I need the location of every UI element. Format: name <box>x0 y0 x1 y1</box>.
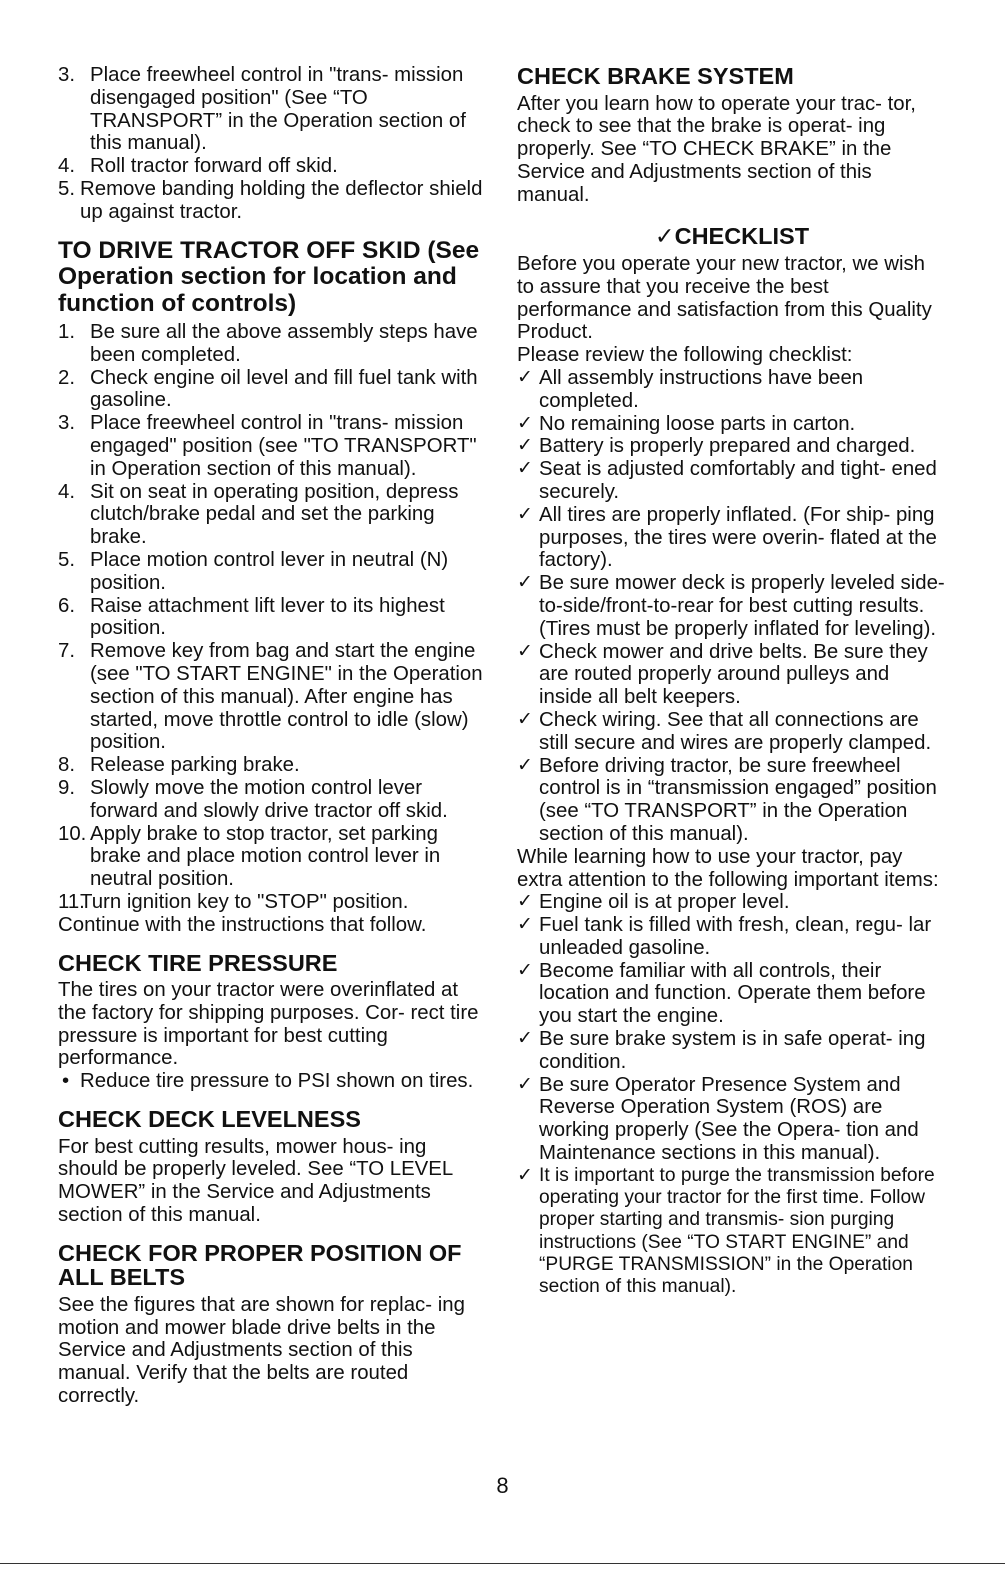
check-icon: ✓ <box>517 914 533 936</box>
checklist-heading: ✓CHECKLIST <box>654 223 810 250</box>
list-item: 8. Release parking brake. <box>58 754 300 777</box>
intro-step-list <box>58 64 488 224</box>
check-icon: ✓ <box>517 503 533 525</box>
checklist-item: ✓ Battery is properly prepared and charged. <box>517 435 916 458</box>
tire-pressure-bullet: • Reduce tire pressure to PSI shown on tires. <box>62 1070 474 1093</box>
checklist-item: ✓ Before driving tractor, be sure freewheel control is in “transmission engaged” position (see “TO TRANSPORT” in the Operation section of this manual). <box>517 754 937 845</box>
list-item: 5. Remove banding holding the deflector shield up against tractor. <box>58 177 483 223</box>
list-item: 3. Place freewheel control in "trans- mission disengaged position" (See “TO TRANSPORT” in the Operation section of this manual). <box>58 64 466 155</box>
check-icon: ✓ <box>517 640 533 662</box>
check-icon: ✓ <box>517 366 533 388</box>
checklist-item: ✓ Become familiar with all controls, their location and function. Operate them before you start the engine. <box>517 959 926 1028</box>
right-column <box>517 64 947 1299</box>
drive-step-list <box>58 321 488 914</box>
checklist-item: ✓ Be sure Operator Presence System and Reverse Operation System (ROS) are working properly (See the Opera- tion and Maintenance sections in this manual). <box>517 1073 919 1165</box>
deck-levelness-heading: CHECK DECK LEVELNESS <box>58 1106 361 1133</box>
checklist-item: ✓ Seat is adjusted comfortably and tight- ened securely. <box>517 458 937 503</box>
list-item: 10. Apply brake to stop tractor, set parking brake and place motion control lever in neutral position. <box>58 822 441 891</box>
list-item: 1. Be sure all the above assembly steps have been completed. <box>58 321 478 366</box>
checklist-intro: Before you operate your new tractor, we wish to assure that you receive the best performance and satisfaction from this Quality Product. <box>517 252 932 344</box>
check-icon: ✓ <box>517 959 533 981</box>
learning-intro: While learning how to use your tractor, pay extra attention to the following important items: <box>517 845 939 891</box>
check-icon: ✓ <box>517 1164 533 1186</box>
learning-checklist <box>517 891 947 1298</box>
checklist-item: ✓ No remaining loose parts in carton. <box>517 412 856 435</box>
check-icon: ✓ <box>517 435 533 457</box>
check-icon: ✓ <box>517 412 533 434</box>
checklist-item: ✓ Check mower and drive belts. Be sure they are routed properly around pulleys and inside all belt keepers. <box>517 640 928 709</box>
checklist-item: ✓ Engine oil is at proper level. <box>517 891 790 914</box>
check-icon: ✓ <box>517 708 533 730</box>
drive-off-skid-heading: TO DRIVE TRACTOR OFF SKID (See Operation section for location and function of controls) <box>58 236 480 317</box>
checklist <box>517 367 947 846</box>
list-item: 2. Check engine oil level and fill fuel tank with gasoline. <box>58 366 478 412</box>
check-icon: ✓ <box>517 572 533 594</box>
check-icon: ✓ <box>517 1073 533 1095</box>
tire-pressure-heading: CHECK TIRE PRESSURE <box>58 949 338 976</box>
tire-pressure-text: The tires on your tractor were overinflated at the factory for shipping purposes. Cor- rect tire pressure is important for best cutting performance. <box>58 979 479 1070</box>
checklist-item: ✓ It is important to purge the transmission before operating your tractor for the first time. Follow proper starting and transmis- sion purging instructions (See “TO START ENGINE” and “PURGE TRANSMISSION” in the Operation section of this manual). <box>517 1164 935 1298</box>
checklist-item: ✓ Be sure mower deck is properly leveled side-to-side/front-to-rear for best cutting results. (Tires must be properly inflated for leveling). <box>517 572 945 640</box>
checklist-item: ✓ Fuel tank is filled with fresh, clean, regu- lar unleaded gasoline. <box>517 914 932 959</box>
belts-heading: CHECK FOR PROPER POSITION OF ALL BELTS <box>58 1239 462 1291</box>
list-item: 6. Raise attachment lift lever to its highest position. <box>58 594 445 640</box>
check-icon: ✓ <box>517 458 533 480</box>
checklist-item: ✓ Check wiring. See that all connections are still secure and wires are properly clamped. <box>517 708 932 754</box>
list-item: 4. Roll tractor forward off skid. <box>58 155 338 178</box>
page-number: 8 <box>496 1473 509 1498</box>
checklist-item: ✓ All assembly instructions have been completed. <box>517 366 864 412</box>
list-item: 11. Turn ignition key to "STOP" position. <box>58 891 409 913</box>
list-item: 7. Remove key from bag and start the engine (see "TO START ENGINE" in the Operation section of this manual). After engine has started, move throttle control to idle (slow) position. <box>58 640 483 754</box>
brake-system-text: After you learn how to operate your trac- tor, check to see that the brake is operat- ing properly. See “TO CHECK BRAKE” in the Service and Adjustments section of this manual. <box>517 92 916 206</box>
list-item: 3. Place freewheel control in "trans- mission engaged" position (see "TO TRANSPORT" in Operation section of this manual). <box>58 412 477 480</box>
deck-levelness-text: For best cutting results, mower hous- ing should be properly leveled. See “TO LEVEL MOWER” in the Service and Adjustments section of this manual. <box>58 1135 453 1226</box>
belts-text: See the figures that are shown for replac- ing motion and mower blade drive belts in the Service and Adjustments section of this manual. Verify that the belts are routed correctly. <box>58 1293 465 1407</box>
list-item: 5. Place motion control lever in neutral (N) position. <box>58 549 449 594</box>
list-item: 9. Slowly move the motion control lever forward and slowly drive tractor off skid. <box>58 777 448 822</box>
bullet-icon: • <box>62 1070 70 1093</box>
checklist-review: Please review the following checklist: <box>517 344 853 367</box>
list-item: 4. Sit on seat in operating position, depress clutch/brake pedal and set the parking brake. <box>58 480 459 549</box>
checklist-item: ✓ All tires are properly inflated. (For ship- ping purposes, the tires were overin- flated at the factory). <box>517 503 937 572</box>
left-column <box>58 64 488 1408</box>
bottom-divider <box>0 1563 1005 1564</box>
check-icon: ✓ <box>517 1028 533 1050</box>
drive-continue-text: Continue with the instructions that follow. <box>58 913 427 936</box>
check-icon: ✓ <box>517 891 533 913</box>
check-icon: ✓ <box>517 754 533 776</box>
checklist-item: ✓ Be sure brake system is in safe operat- ing condition. <box>517 1028 926 1073</box>
brake-system-heading: CHECK BRAKE SYSTEM <box>517 63 794 89</box>
